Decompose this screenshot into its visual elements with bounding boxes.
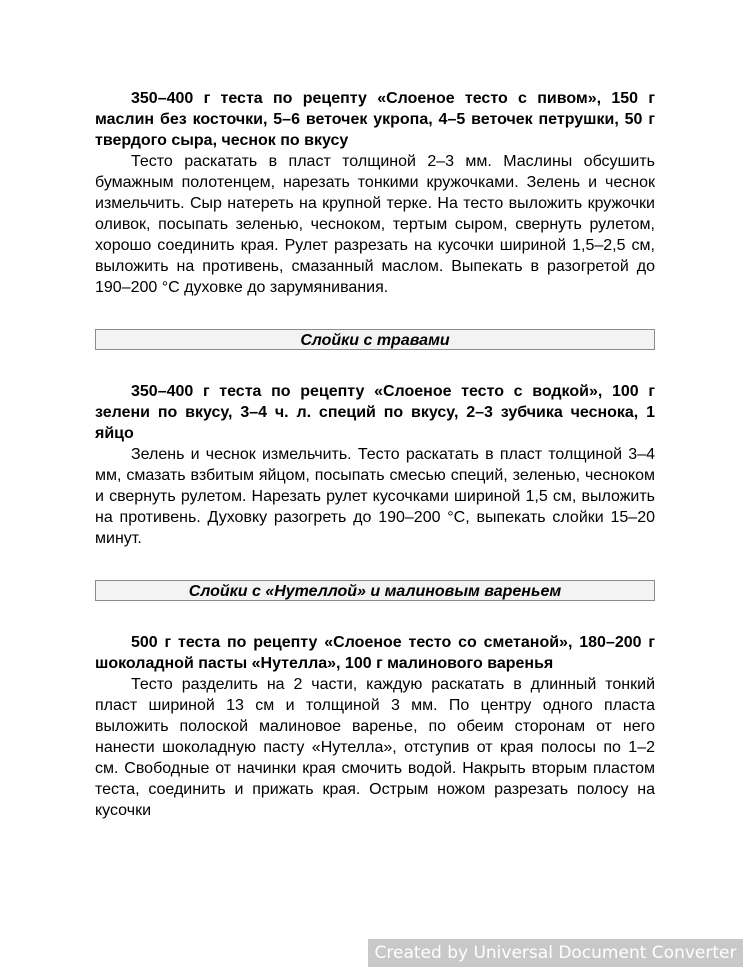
recipe-ingredients: 350–400 г теста по рецепту «Слоеное тесто с водкой», 100 г зелени по вкусу, 3–4 ч. л. специй по вкусу, 2–3 зубчика чеснока, 1 яйцо: [95, 383, 655, 442]
recipe-method: Тесто раскатать в пласт толщиной 2–3 мм. Маслины обсушить бумажным полотенцем, нарезать тонкими кружочками. Зелень и чеснок измельчить. Сыр натереть на крупной терке. На тесто выложить кружочки оливок, посыпать зеленью, чесноком, тертым сыром, свернуть рулетом, хорошо соединить края. Рулет разрезать на кусочки шириной 1,5–2,5 см, выложить на противень, смазанный маслом. Выпекать в разогретой до 190–200 °C духовке до зарумянивания.: [95, 153, 655, 296]
recipe-herbs: [95, 381, 655, 549]
recipe-title-nutella: Слойки с «Нутеллой» и малиновым вареньем: [95, 580, 655, 601]
recipe-ingredients: 350–400 г теста по рецепту «Слоеное тесто с пивом», 150 г маслин без косточки, 5–6 веточек укропа, 4–5 веточек петрушки, 50 г твердого сыра, чеснок по вкусу: [95, 90, 655, 149]
recipe-olives: [95, 88, 655, 298]
recipe-ingredients: 500 г теста по рецепту «Слоеное тесто со сметаной», 180–200 г шоколадной пасты «Нутелла», 100 г малинового варенья: [95, 634, 655, 672]
document-page: [95, 88, 655, 821]
recipe-method: Тесто разделить на 2 части, каждую раскатать в длинный тонкий пласт шириной 13 см и толщиной 3 мм. По центру одного пласта выложить полоской малиновое варенье, по обеим сторонам от него нанести шоколадную пасту «Нутелла», отступив от края полосы по 1–2 см. Свободные от начинки края смочить водой. Накрыть вторым пластом теста, соединить и прижать края. Острым ножом разрезать полосу на кусочки: [95, 676, 655, 819]
converter-watermark: Created by Universal Document Converter: [368, 939, 743, 967]
recipe-title-herbs: Слойки с травами: [95, 329, 655, 350]
recipe-method: Зелень и чеснок измельчить. Тесто раскатать в пласт толщиной 3–4 мм, смазать взбитым яйцом, посыпать смесью специй, зеленью, чесноком и свернуть рулетом. Нарезать рулет кусочками шириной 1,5 см, выложить на противень. Духовку разогреть до 190–200 °C, выпекать слойки 15–20 минут.: [95, 446, 655, 547]
recipe-nutella: [95, 632, 655, 821]
